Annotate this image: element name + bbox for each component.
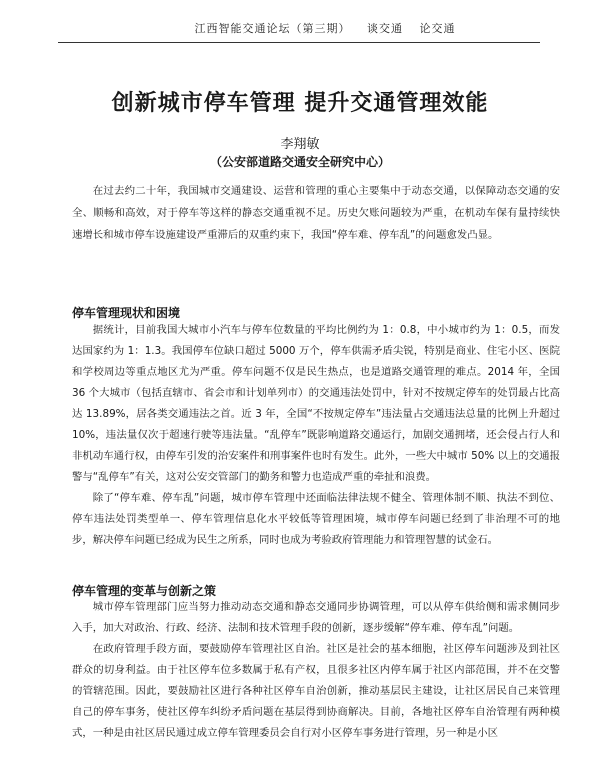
article-title: 创新城市停车管理 提升交通管理效能 bbox=[111, 90, 489, 116]
section-reform-body bbox=[72, 597, 560, 744]
section-tag-talk: 谈交通 bbox=[367, 22, 403, 35]
intro-block bbox=[72, 180, 560, 246]
header-rule bbox=[58, 42, 540, 43]
running-header bbox=[110, 20, 540, 36]
author-affiliation: （公安部道路交通安全研究中心） bbox=[209, 155, 390, 169]
journal-name: 江西智能交通论坛（第三期） bbox=[194, 22, 351, 35]
body-paragraph: 除了“停车难、停车乱”问题，城市停车管理中还面临法律法规不健全、管理体制不顺、执法不到位、停车违法处罚类型单一、停车管理信息化水平较低等管理困境，城市停车问题已经到了非治理不可的地步，解决停车问题已经成为民生之所系，同时也成为考验政府管理能力和管理智慧的试金石。 bbox=[72, 492, 560, 546]
section-tag-discuss: 论交通 bbox=[419, 22, 456, 35]
section-status-body bbox=[72, 320, 560, 551]
section-heading-reform: 停车管理的变革与创新之策 bbox=[72, 584, 217, 598]
author-name: 李翔敏 bbox=[280, 137, 320, 152]
section-heading-status: 停车管理现状和困境 bbox=[72, 306, 181, 320]
body-paragraph: 据统计，目前我国大城市小汽车与停车位数量的平均比例约为 1：0.8，中小城市约为 1：0.5，而发达国家约为 1：1.3。我国停车位缺口超过 5000 万个，停车供需矛盾尖锐，特别是商业、住宅小区、医院和学校周边等重点地区尤为严重。停车问题不仅是民生热点，也是道路交通管理的难点。2014 年，全国 36 个大城市（包括直辖市、省会市和计划单列市）的交通违法处罚中，针对不按规定停车的处罚最占比高达 13.89%，居各类交通违法之首。近 3 年，全国“不按规定停车”违法量占交通违法总量的比例上升超过 10%，违法量仅次于超速行驶等违法量。“乱停车”既影响道路交通运行，加剧交通拥堵，还会侵占行人和非机动车通行权，由停车引发的治安案件和刑事案件也时有发生。此外，一些大中城市 50% 以上的交通报警与“乱停车”有关，这对公安交管部门的勤务和警力也造成严重的牵扯和浪费。 bbox=[72, 324, 560, 483]
intro-paragraph: 在过去约二十年，我国城市交通建设、运营和管理的重心主要集中于动态交通，以保障动态交通的安全、顺畅和高效，对于停车等这样的静态交通重视不足。历史欠账问题较为严重，在机动车保有量持续快速增长和城市停车设施建设严重滞后的双重约束下，我国“停车难、停车乱”的问题愈发凸显。 bbox=[72, 185, 560, 241]
body-paragraph: 城市停车管理部门应当努力推动动态交通和静态交通同步协调管理，可以从停车供给侧和需求侧同步入手，加大对政治、行政、经济、法制和技术管理手段的创新，逐步缓解“停车难、停车乱”问题。 bbox=[72, 601, 560, 634]
body-paragraph: 在政府管理手段方面，要鼓励停车管理社区自治。社区是社会的基本细胞，社区停车问题涉及到社区群众的切身利益。由于社区停车位多数属于私有产权，且很多社区内停车属于社区内部范围，并不在交警的管辖范围。因此，要鼓励社区进行各种社区停车自治创新，推动基层民主建设，让社区居民自己来管理自己的停车事务，使社区停车纠纷矛盾问题在基层得到协商解决。目前，各地社区停车自治管理有两种模式，一种是由社区居民通过成立停车管理委员会自行对小区停车事务进行管理，另一种是小区 bbox=[72, 643, 560, 739]
